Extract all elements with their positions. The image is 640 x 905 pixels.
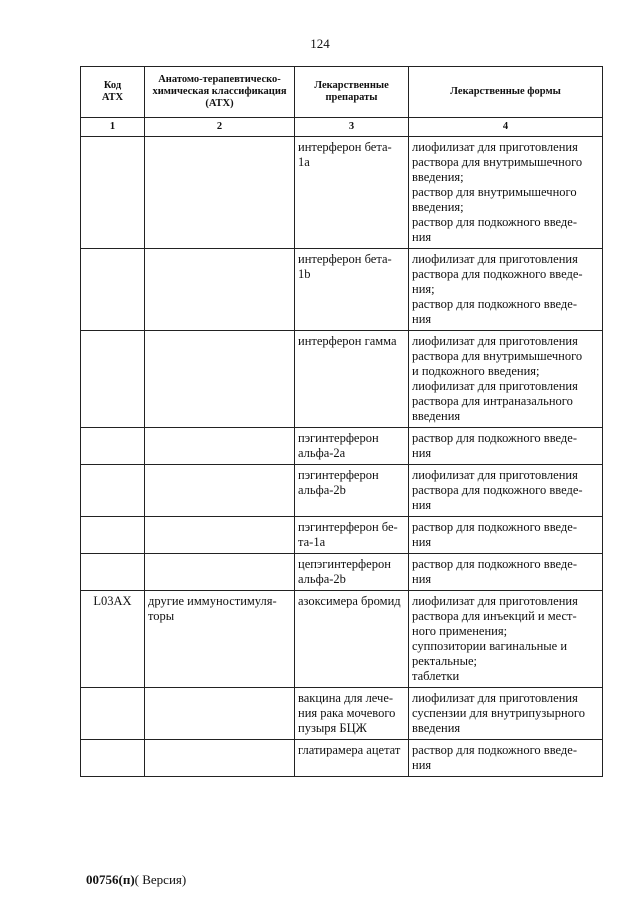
atx-code-cell xyxy=(81,428,145,465)
header-atx-classification: Анатомо-терапевтическо- химическая классификация (АТХ) xyxy=(145,67,295,118)
classification-cell xyxy=(145,517,295,554)
table-row xyxy=(81,554,603,591)
table-row xyxy=(81,517,603,554)
atx-code-cell xyxy=(81,688,145,740)
atx-drug-table xyxy=(80,66,603,777)
atx-code-cell xyxy=(81,517,145,554)
atx-code-cell xyxy=(81,331,145,428)
drug-cell: цепэгинтерферон альфа-2b xyxy=(295,554,409,591)
classification-cell xyxy=(145,554,295,591)
column-number: 4 xyxy=(409,118,603,137)
drug-cell: азоксимера бромид xyxy=(295,591,409,688)
classification-cell xyxy=(145,740,295,777)
classification-cell xyxy=(145,249,295,331)
header-dosage-forms: Лекарственные формы xyxy=(409,67,603,118)
atx-code-cell: L03AX xyxy=(81,591,145,688)
atx-code-cell xyxy=(81,465,145,517)
header-atx-code: Код АТХ xyxy=(81,67,145,118)
document-version: ( Версия) xyxy=(134,872,187,887)
atx-code-cell xyxy=(81,137,145,249)
header-drugs: Лекарственные препараты xyxy=(295,67,409,118)
drug-cell: пэгинтерферон альфа-2a xyxy=(295,428,409,465)
classification-cell xyxy=(145,137,295,249)
classification-cell xyxy=(145,428,295,465)
classification-cell: другие иммуностимуля- торы xyxy=(145,591,295,688)
atx-code-cell xyxy=(81,554,145,591)
classification-cell xyxy=(145,331,295,428)
dosage-forms-cell: лиофилизат для приготовления раствора для подкожного введе- ния; раствор для подкожного введе- ния xyxy=(409,249,603,331)
drug-cell: пэгинтерферон альфа-2b xyxy=(295,465,409,517)
drug-cell: интерферон гамма xyxy=(295,331,409,428)
dosage-forms-cell: лиофилизат для приготовления раствора для инъекций и мест- ного применения; суппозитории вагинальные и ректальные; таблетки xyxy=(409,591,603,688)
table-row xyxy=(81,465,603,517)
document-code: 00756(п) xyxy=(86,872,135,887)
document-footer xyxy=(86,872,186,888)
classification-cell xyxy=(145,465,295,517)
column-number: 3 xyxy=(295,118,409,137)
dosage-forms-cell: раствор для подкожного введе- ния xyxy=(409,517,603,554)
dosage-forms-cell: раствор для подкожного введе- ния xyxy=(409,554,603,591)
atx-code-cell xyxy=(81,249,145,331)
table-header-row xyxy=(81,67,603,118)
table-row xyxy=(81,740,603,777)
page-number: 124 xyxy=(310,36,330,51)
column-number: 2 xyxy=(145,118,295,137)
table-row xyxy=(81,249,603,331)
atx-code-cell xyxy=(81,740,145,777)
table-row xyxy=(81,428,603,465)
drug-cell: пэгинтерферон бе- та-1a xyxy=(295,517,409,554)
table-row xyxy=(81,591,603,688)
dosage-forms-cell: лиофилизат для приготовления раствора для внутримышечного и подкожного введения; лиофилизат для приготовления раствора для интраназального введения xyxy=(409,331,603,428)
dosage-forms-cell: лиофилизат для приготовления раствора для внутримышечного введения; раствор для внутримышечного введения; раствор для подкожного введе- ния xyxy=(409,137,603,249)
table-row xyxy=(81,688,603,740)
column-number-row xyxy=(81,118,603,137)
table-row xyxy=(81,331,603,428)
drug-cell: интерферон бета- 1b xyxy=(295,249,409,331)
drug-cell: интерферон бета- 1a xyxy=(295,137,409,249)
drug-cell: глатирамера ацетат xyxy=(295,740,409,777)
column-number: 1 xyxy=(81,118,145,137)
dosage-forms-cell: раствор для подкожного введе- ния xyxy=(409,428,603,465)
dosage-forms-cell: лиофилизат для приготовления суспензии для внутрипузырного введения xyxy=(409,688,603,740)
dosage-forms-cell: раствор для подкожного введе- ния xyxy=(409,740,603,777)
classification-cell xyxy=(145,688,295,740)
drug-cell: вакцина для лече- ния рака мочевого пузыря БЦЖ xyxy=(295,688,409,740)
dosage-forms-cell: лиофилизат для приготовления раствора для подкожного введе- ния xyxy=(409,465,603,517)
table-row xyxy=(81,137,603,249)
